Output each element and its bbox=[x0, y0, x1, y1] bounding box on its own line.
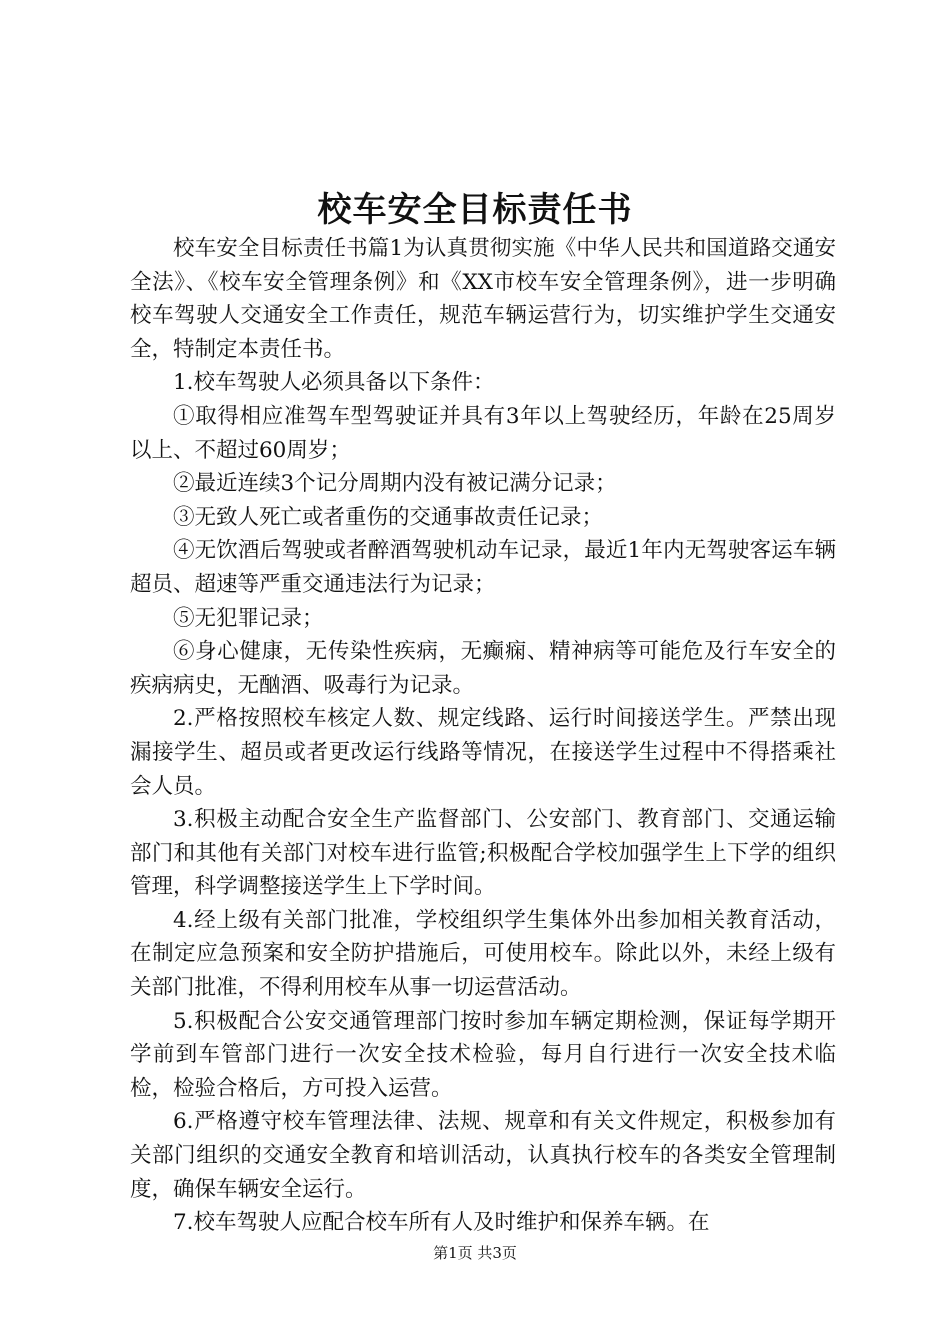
condition-4: ④无饮酒后驾驶或者醉酒驾驶机动车记录，最近1年内无驾驶客运车辆超员、超速等严重交通违法行为记录； bbox=[130, 538, 836, 597]
clause-2: 2.严格按照校车核定人数、规定线路、运行时间接送学生。严禁出现漏接学生、超员或者更改运行线路等情况，在接送学生过程中不得搭乘社会人员。 bbox=[130, 706, 836, 799]
clause-6: 6.严格遵守校车管理法律、法规、规章和有关文件规定，积极参加有关部门组织的交通安全教育和培训活动，认真执行校车的各类安全管理制度，确保车辆安全运行。 bbox=[130, 1109, 836, 1202]
clause-7: 7.校车驾驶人应配合校车所有人及时维护和保养车辆。在 bbox=[173, 1210, 710, 1236]
condition-3: ③无致人死亡或者重伤的交通事故责任记录； bbox=[173, 504, 604, 530]
condition-6: ⑥身心健康，无传染性疾病，无癫痫、精神病等可能危及行车安全的疾病病史，无酗酒、吸毒行为记录。 bbox=[130, 639, 836, 698]
document-title: 校车安全目标责任书 bbox=[317, 190, 633, 230]
clause-3: 3.积极主动配合安全生产监督部门、公安部门、教育部门、交通运输部门和其他有关部门对校车进行监管;积极配合学校加强学生上下学的组织管理，科学调整接送学生上下学时间。 bbox=[130, 807, 836, 900]
page-number-footer: 第1页 共3页 bbox=[433, 1244, 517, 1262]
clause-4: 4.经上级有关部门批准，学校组织学生集体外出参加相关教育活动，在制定应急预案和安全防护措施后，可使用校车。除此以外，未经上级有关部门批准，不得利用校车从事一切运营活动。 bbox=[130, 907, 836, 1001]
clause-5: 5.积极配合公安交通管理部门按时参加车辆定期检测，保证每学期开学前到车管部门进行一次安全技术检验，每月自行进行一次安全技术临检，检验合格后，方可投入运营。 bbox=[130, 1008, 836, 1101]
condition-1: ①取得相应准驾车型驾驶证并具有3年以上驾驶经历，年龄在25周岁以上、不超过60周岁； bbox=[130, 403, 836, 463]
clause-1-heading: 1.校车驾驶人必须具备以下条件： bbox=[173, 370, 495, 396]
condition-2: ②最近连续3个记分周期内没有被记满分记录； bbox=[173, 471, 617, 497]
condition-5: ⑤无犯罪记录； bbox=[173, 605, 324, 631]
intro-paragraph: 校车安全目标责任书篇1为认真贯彻实施《中华人民共和国道路交通安全法》、《校车安全管理条例》和《XX市校车安全管理条例》，进一步明确校车驾驶人交通安全工作责任，规范车辆运营行为，切实维护学生交通安全，特制定本责任书。 bbox=[130, 236, 836, 362]
document-body bbox=[130, 232, 836, 1240]
